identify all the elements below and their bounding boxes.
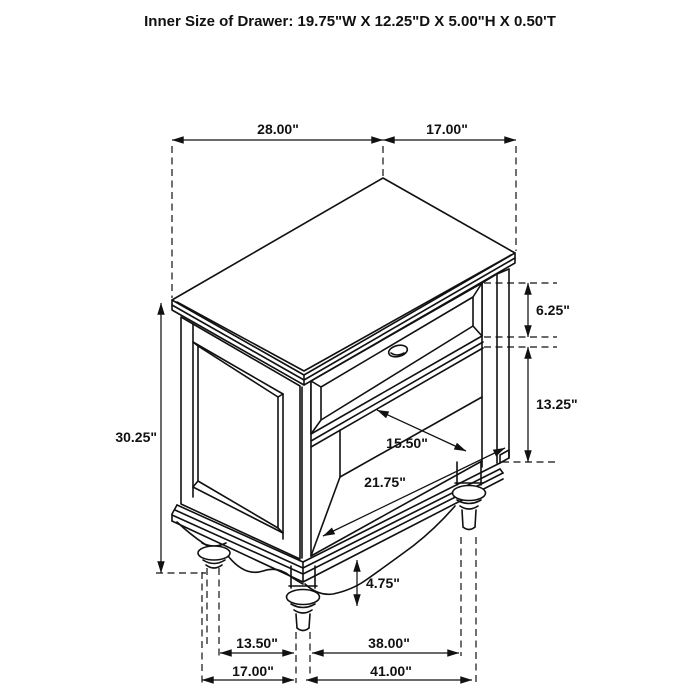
right-corner-post (482, 269, 509, 467)
dim-label-front-leg-offset: 13.50" (236, 635, 278, 651)
dim-label-shelf-depth: 15.50" (386, 435, 428, 451)
page-title: Inner Size of Drawer: 19.75"W X 12.25"D X 5.00"H X 0.50'T (144, 13, 556, 30)
dim-label-shelf-opening-height: 13.25" (536, 396, 578, 412)
nightstand-drawing (172, 178, 515, 631)
dim-label-base-depth: 17.00" (232, 663, 274, 679)
dim-label-leg-spacing: 38.00" (368, 635, 410, 651)
dim-label-top-width: 28.00" (257, 121, 299, 137)
dim-label-drawer-height: 6.25" (536, 302, 570, 318)
dim-label-top-depth: 17.00" (426, 121, 468, 137)
dim-label-shelf-width: 21.75" (364, 474, 406, 490)
dim-label-leg-height: 4.75" (366, 575, 400, 591)
dim-label-overall-height: 30.25" (115, 429, 157, 445)
right-leg (453, 462, 486, 530)
front-corner-post (302, 381, 311, 558)
left-leg (198, 543, 230, 568)
dim-label-base-width: 41.00" (370, 663, 412, 679)
